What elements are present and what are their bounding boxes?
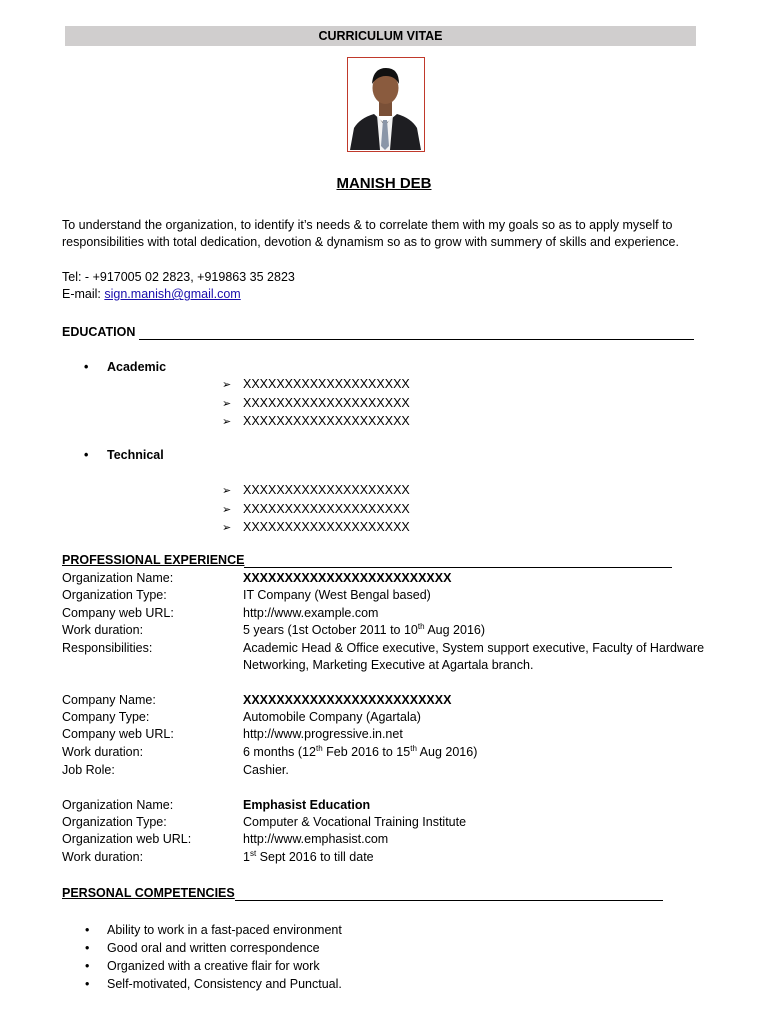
phone-number: +917005 02 2823, +919863 35 2823 xyxy=(92,270,295,284)
list-item: ➢ XXXXXXXXXXXXXXXXXXXX xyxy=(222,376,410,395)
list-item: ➢ XXXXXXXXXXXXXXXXXXXX xyxy=(222,519,410,538)
bullet-icon: • xyxy=(85,923,90,937)
arrow-bullet-icon: ➢ xyxy=(222,522,232,534)
list-item: ➢ XXXXXXXXXXXXXXXXXXXX xyxy=(222,501,410,520)
list-item: ➢ XXXXXXXXXXXXXXXXXXXX xyxy=(222,482,410,501)
profile-photo xyxy=(347,57,425,152)
list-item: ➢ XXXXXXXXXXXXXXXXXXXX xyxy=(222,413,410,432)
email-link[interactable]: sign.manish@gmail.com xyxy=(104,287,241,301)
bullet-icon: • xyxy=(84,448,89,462)
technical-heading: • Technical xyxy=(84,448,164,462)
list-item: ➢ XXXXXXXXXXXXXXXXXXXX xyxy=(222,395,410,414)
academic-heading: • Academic xyxy=(84,360,167,374)
candidate-name: MANISH DEB xyxy=(336,175,432,192)
arrow-bullet-icon: ➢ xyxy=(222,485,232,497)
list-item: • Self-motivated, Consistency and Punctual. xyxy=(85,977,342,991)
arrow-bullet-icon: ➢ xyxy=(222,397,232,410)
academic-list xyxy=(222,376,410,432)
experience-heading-rule xyxy=(244,555,672,568)
email-line xyxy=(62,286,241,303)
arrow-bullet-icon: ➢ xyxy=(222,379,232,391)
career-objective: To understand the organization, to identify it’s needs & to correlate them with my goals so as to apply myself to responsibilities with total dedication, devotion & dynamism so as to grow with summery of skills and experience. xyxy=(62,218,679,249)
list-item: • Ability to work in a fast-paced environment xyxy=(85,923,342,937)
cv-title-banner: CURRICULUM VITAE xyxy=(65,26,696,46)
list-item: • Good oral and written correspondence xyxy=(85,941,320,955)
bullet-icon: • xyxy=(85,959,90,973)
experience-heading: PROFESSIONAL EXPERIENCE xyxy=(62,552,672,568)
technical-list xyxy=(222,482,410,538)
bullet-icon: • xyxy=(84,360,89,374)
education-heading-rule xyxy=(139,327,694,340)
email-label: E-mail: xyxy=(62,287,105,301)
competencies-heading: PERSONAL COMPETENCIES xyxy=(62,885,663,901)
phone-label: Tel: - xyxy=(62,270,93,284)
list-item: • Organized with a creative flair for work xyxy=(85,959,320,973)
bullet-icon: • xyxy=(85,977,90,991)
arrow-bullet-icon: ➢ xyxy=(222,503,232,516)
bullet-icon: • xyxy=(85,941,90,955)
arrow-bullet-icon: ➢ xyxy=(222,416,232,428)
competencies-heading-rule xyxy=(235,888,663,901)
competencies-list xyxy=(85,921,342,993)
cv-page: CURRICULUM VITAE MANISH DEB To understand the organization, to identify it’s needs & to correlate them with my goals so as to apply myself to responsibilities with total dedication, devotion & dynamism so as to grow with summery of skills and experience. Tel: - +917005 02 2823, +919863 35 2823 E-mail: sign.manish@gmail.com EDUCATION • Academic ➢ XXXXXXXXXXXXXXXXXXXX ➢ XXXXXXXXXXXXXXXXXXXX ➢ XXXXXXXXXXXXXXXXXXXX • Technical ➢ XXXXXXXXXXXXXXXXXXXX ➢ XXXXXXXXXXXXXXXXXXXX ➢ XXXXXXXXXXXXXXXXXXXX PROFESSIONAL EXPERIENCE Organization Name: XXXXXXXXXXXXXXXXXXXXXXXXX Organization Type: IT Company (West Bengal based) Company web URL: http://www.example.com Work duration: 5 years (1st October 2011 to 10th Aug 2016) Responsibilities: Academic Head & Office executive, System support executive, Faculty of Hardware Networking, Marketing Executive at Agartala branch. Company Name: XXXXXXXXXXXXXXXXXXXXXXXXX Company Type: Automobile Company (Agartala) Company web URL: http://www.progressive.in.net Work duration: 6 months (12th Feb 2016 to 15th Aug 2016) Job Role: Cashier. Organization Name: Emphasist Education Organization Type: Computer & Vocational Training Institute Organization web URL: http://www.emphasist.com Work duration: 1st Sept 2016 to till date PERSONAL COMPETENCIES • Ability to work in a fast-paced environment • Good oral and written correspondence • Organized with a creative flair for work • Self-motivated, Consistency and Punctual. xyxy=(0,0,768,1024)
education-heading: EDUCATION xyxy=(62,324,694,340)
phone-line xyxy=(62,269,295,286)
